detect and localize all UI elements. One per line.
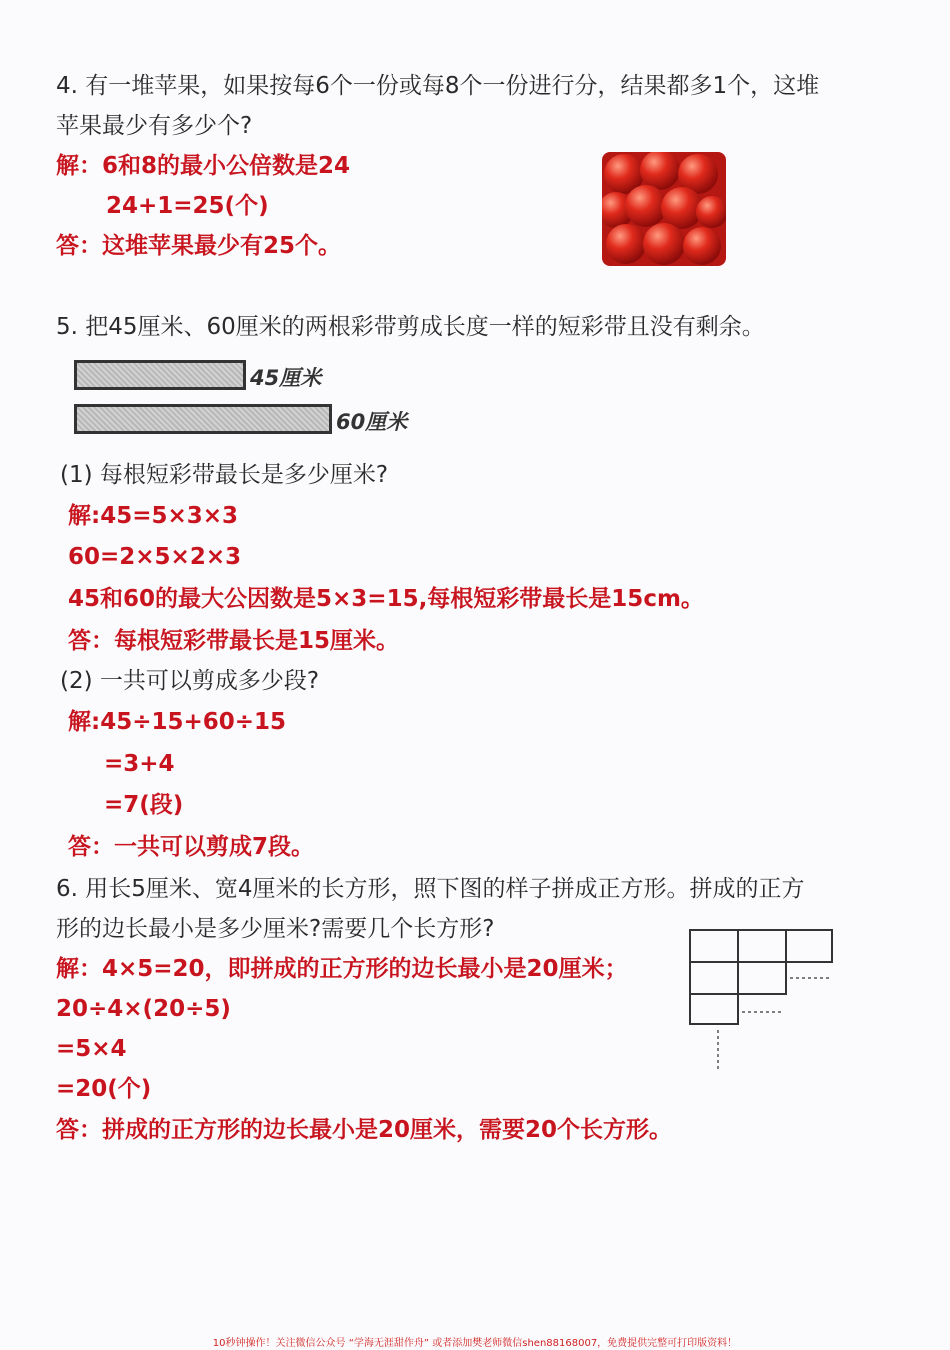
q6-text-line2: 形的边长最小是多少厘米?需要几个长方形? — [56, 916, 495, 942]
q5-part2-question: (2) 一共可以剪成多少段? — [60, 668, 320, 694]
q5-text: 5. 把45厘米、60厘米的两根彩带剪成长度一样的短彩带且没有剩余。 — [56, 314, 765, 340]
q5-part1-answer: 答：每根短彩带最长是15厘米。 — [68, 628, 400, 654]
q5-part1-question: (1) 每根短彩带最长是多少厘米? — [60, 462, 389, 488]
ribbon-45cm — [74, 360, 246, 390]
q6-solution-line4: =20(个) — [56, 1076, 152, 1102]
q6-solution-line1: 解：4×5=20，即拼成的正方形的边长最小是20厘米； — [56, 956, 628, 982]
q4-text-line1: 4. 有一堆苹果，如果按每6个一份或每8个一份进行分，结果都多1个，这堆 — [56, 73, 820, 99]
q6-solution-line3: =5×4 — [56, 1036, 127, 1062]
ribbon-45cm-label: 45厘米 — [250, 366, 322, 390]
q5-part1-solution-line1: 解:45=5×3×3 — [68, 503, 239, 529]
footer-notice: 10秒钟操作！关注微信公众号 “学海无涯甜作舟” 或者添加樊老师微信shen88168007，免费提供完整可打印版资料！ — [212, 1338, 738, 1349]
q4-answer: 答：这堆苹果最少有25个。 — [56, 233, 342, 259]
q5-part2-solution-line2: =3+4 — [104, 751, 175, 777]
q5-part1-solution-line3: 45和60的最大公因数是5×3=15,每根短彩带最长是15cm。 — [68, 586, 704, 612]
q6-answer: 答：拼成的正方形的边长最小是20厘米，需要20个长方形。 — [56, 1117, 673, 1143]
q6-text-line1: 6. 用长5厘米、宽4厘米的长方形，照下图的样子拼成正方形。拼成的正方 — [56, 876, 805, 902]
apple-pile-image — [602, 152, 726, 266]
q5-part2-answer: 答：一共可以剪成7段。 — [68, 834, 315, 860]
q4-solution-line2: 24+1=25(个) — [106, 193, 269, 219]
q5-part1-solution-line2: 60=2×5×2×3 — [68, 544, 242, 570]
q4-solution-line1: 解：6和8的最小公倍数是24 — [56, 153, 351, 179]
q4-text-line2: 苹果最少有多少个? — [56, 113, 253, 139]
rectangle-tiling-diagram — [686, 926, 836, 1074]
q5-part2-solution-line3: =7(段) — [104, 792, 184, 818]
ribbon-60cm-label: 60厘米 — [336, 410, 408, 434]
q6-solution-line2: 20÷4×(20÷5) — [56, 996, 231, 1022]
ribbon-60cm — [74, 404, 332, 434]
q5-part2-solution-line1: 解:45÷15+60÷15 — [68, 709, 287, 735]
